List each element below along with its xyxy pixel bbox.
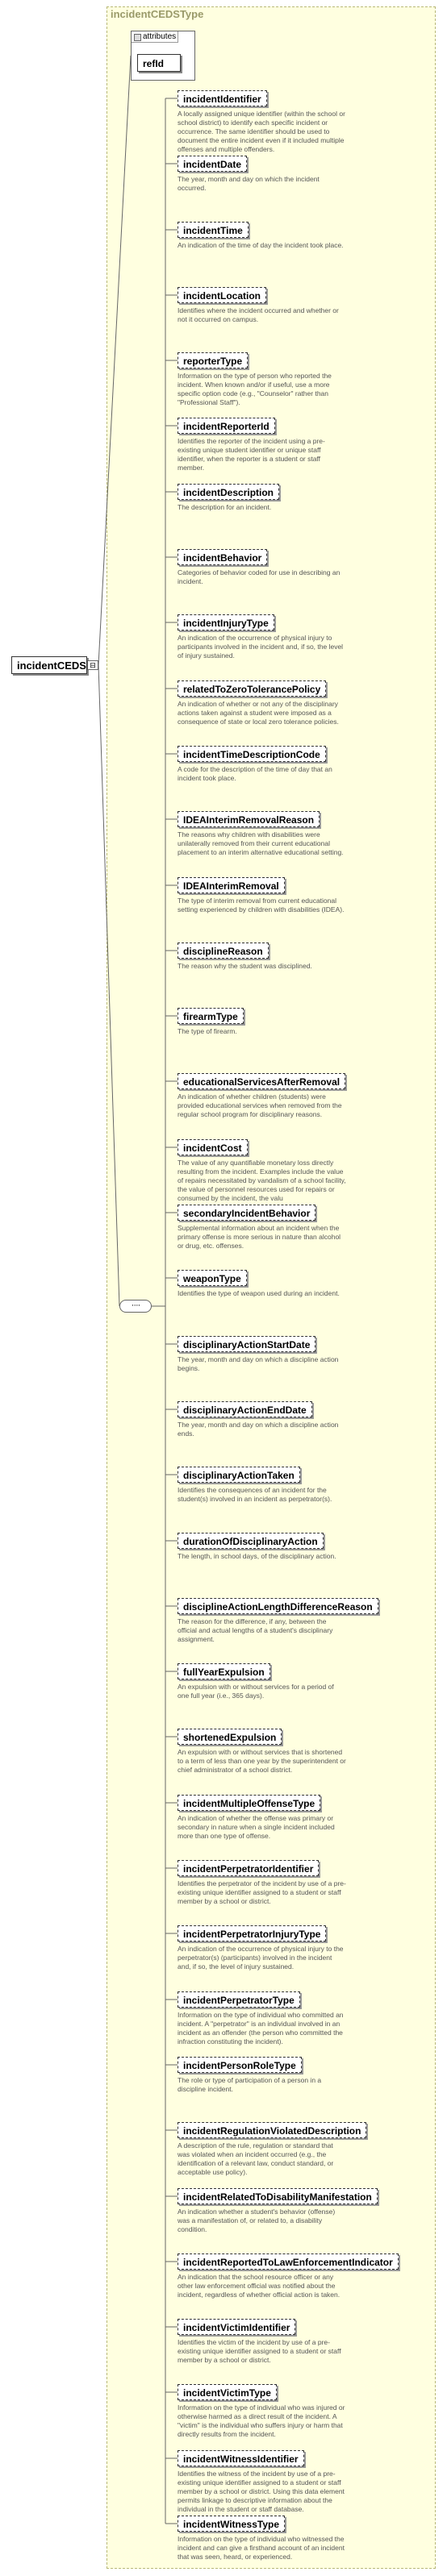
element-name: incidentPerpetratorInjuryType bbox=[183, 1929, 321, 1940]
element-name: incidentTime bbox=[183, 225, 243, 236]
element-documentation: A description of the rule, regulation or standard that was violated when an incident occurred (e.g., the identification of a relevant law, conduct standard, or acceptable use policy). bbox=[178, 2141, 334, 2176]
element-documentation: The value of any quantifiable monetary loss directly resulting from the incident. Examples include the value of repairs necessitated by vandalism of a school facility, the value of personnel resources used for repairs or consumed by the incident, the valu bbox=[178, 1159, 346, 1202]
element-32[interactable] bbox=[178, 2188, 378, 2204]
element-name: disciplinaryActionTaken bbox=[183, 1470, 295, 1481]
element-documentation: An indication of the occurrence of physical injury to the perpetrator(s) (participants) involved in the incident and, if so, the level of injury sustained. bbox=[178, 1945, 344, 1970]
element-name: incidentDescription bbox=[183, 487, 274, 498]
element-4[interactable] bbox=[178, 352, 248, 368]
element-name: incidentPerpetratorIdentifier bbox=[183, 1863, 314, 1875]
element-name: fullYearExpulsion bbox=[183, 1667, 265, 1678]
element-37[interactable] bbox=[178, 2516, 285, 2532]
element-26[interactable] bbox=[178, 1795, 320, 1811]
element-documentation: An expulsion with or without services that is shortened to a term of less than one year by the superintendent or chief administrator of a school district. bbox=[178, 1748, 346, 1774]
element-7[interactable] bbox=[178, 549, 267, 565]
element-documentation: The reasons why children with disabilities were unilaterally removed from their current educational placement to an interim alternative educational setting. bbox=[178, 830, 344, 856]
element-documentation: Categories of behavior coded for use in describing an incident. bbox=[178, 568, 340, 585]
element-name: disciplineActionLengthDifferenceReason bbox=[183, 1601, 373, 1613]
element-33[interactable] bbox=[178, 2253, 399, 2270]
element-name: incidentVictimType bbox=[183, 2387, 271, 2399]
element-documentation: A code for the description of the time of day that an incident took place. bbox=[178, 765, 332, 782]
element-name: incidentReporterId bbox=[183, 421, 269, 432]
element-name: incidentLocation bbox=[183, 290, 261, 302]
element-name: incidentWitnessIdentifier bbox=[183, 2453, 299, 2465]
element-name: incidentRelatedToDisabilityManifestation bbox=[183, 2191, 372, 2203]
element-19[interactable] bbox=[178, 1336, 315, 1352]
element-documentation: The reason for the difference, if any, between the official and actual lengths of a student's disciplinary assignment. bbox=[178, 1617, 333, 1643]
element-documentation: The length, in school days, of the disciplinary action. bbox=[178, 1552, 336, 1560]
element-22[interactable] bbox=[178, 1533, 324, 1549]
element-name: IDEAInterimRemoval bbox=[183, 880, 279, 892]
element-name: incidentRegulationViolatedDescription bbox=[183, 2125, 361, 2137]
element-3[interactable] bbox=[178, 287, 266, 303]
element-documentation: Information on the type of individual who committed an incident. A "perpetrator" is an individual involved in an incident as an offender (the person who committed the infraction constituting the incident). bbox=[178, 2011, 344, 2045]
type-title: incidentCEDSType bbox=[111, 8, 204, 20]
element-8[interactable] bbox=[178, 614, 274, 630]
element-name: incidentIdentifier bbox=[183, 94, 261, 105]
attributes-label: attributes bbox=[132, 31, 178, 43]
element-36[interactable] bbox=[178, 2450, 304, 2466]
element-15[interactable] bbox=[178, 1073, 345, 1089]
element-name: incidentDate bbox=[183, 159, 242, 170]
root-connector-icon: ⊟ bbox=[87, 660, 98, 670]
element-documentation: The year, month and day on which a discipline action ends. bbox=[178, 1421, 339, 1438]
element-documentation: The type of firearm. bbox=[178, 1027, 237, 1035]
element-documentation: An indication of the occurrence of physical injury to participants involved in the incident and, if so, the level of injury sustained. bbox=[178, 634, 344, 660]
element-documentation: The description for an incident. bbox=[178, 503, 272, 511]
element-documentation: Identifies the witness of the incident by use of a pre-existing unique identifier assigned to a student or staff member by a school or district. Using this data element permits linkage to descriptive information about the individual in the student or staff database. bbox=[178, 2470, 345, 2513]
element-name: incidentMultipleOffenseType bbox=[183, 1798, 315, 1809]
element-6[interactable] bbox=[178, 484, 279, 500]
element-20[interactable] bbox=[178, 1401, 312, 1417]
element-name: incidentWitnessType bbox=[183, 2519, 280, 2530]
element-documentation: Identifies the type of weapon used during an incident. bbox=[178, 1289, 340, 1297]
element-name: reporterType bbox=[183, 356, 243, 367]
element-documentation: Identifies the reporter of the incident using a pre-existing unique student identifier or unique staff identifier, when the reporter is a student or staff member. bbox=[178, 437, 325, 472]
element-documentation: The type of interim removal from current educational setting experienced by children with disabilities (IDEA). bbox=[178, 897, 345, 913]
element-23[interactable] bbox=[178, 1598, 378, 1614]
element-14[interactable] bbox=[178, 1008, 244, 1024]
element-documentation: An indication of whether children (students) were provided educational services when removed from the regular school program for disciplinary reasons. bbox=[178, 1092, 342, 1118]
element-name: incidentCost bbox=[183, 1142, 242, 1154]
element-documentation: Identifies the consequences of an incident for the student(s) involved in an incident as perpetrator(s). bbox=[178, 1486, 332, 1503]
element-name: disciplinaryActionStartDate bbox=[183, 1339, 311, 1350]
element-documentation: Information on the type of individual who was injured or otherwise harmed as a direct result of the incident. A "victim" is the individual who suffers injury or harm that directly results from the incident. bbox=[178, 2403, 345, 2438]
element-name: durationOfDisciplinaryAction bbox=[183, 1536, 318, 1547]
element-5[interactable] bbox=[178, 418, 275, 434]
element-13[interactable] bbox=[178, 943, 269, 959]
element-35[interactable] bbox=[178, 2384, 277, 2400]
element-documentation: An indication whether a student's behavior (offense) was a manifestation of, or related to, a disability condition. bbox=[178, 2208, 336, 2233]
element-documentation: Identifies where the incident occurred and whether or not it occurred on campus. bbox=[178, 306, 339, 323]
element-name: incidentTimeDescriptionCode bbox=[183, 749, 320, 760]
element-documentation: The reason why the student was disciplined. bbox=[178, 962, 312, 970]
element-documentation: Information on the type of individual who witnessed the incident and can give a firsthand account of an incident that was seen, heard, or experienced. bbox=[178, 2535, 345, 2561]
element-name: weaponType bbox=[183, 1273, 241, 1284]
element-documentation: An indication that the school resource officer or any other law enforcement official was notified about the incident, regardless of whether official action is taken. bbox=[178, 2273, 340, 2299]
element-1[interactable] bbox=[178, 156, 247, 172]
element-name: educationalServicesAfterRemoval bbox=[183, 1076, 340, 1088]
element-documentation: An indication of whether or not any of the disciplinary actions taken against a student were imposed as a consequence of state or local zero tolerance policies. bbox=[178, 700, 339, 726]
element-16[interactable] bbox=[178, 1139, 248, 1155]
element-documentation: Identifies the perpetrator of the incident by use of a pre-existing unique identifier assigned to a student or staff member by a school or district. bbox=[178, 1879, 346, 1905]
element-name: shortenedExpulsion bbox=[183, 1732, 277, 1743]
element-documentation: The role or type of participation of a person in a discipline incident. bbox=[178, 2076, 322, 2093]
element-10[interactable] bbox=[178, 746, 326, 762]
element-25[interactable] bbox=[178, 1729, 282, 1745]
element-31[interactable] bbox=[178, 2122, 366, 2138]
element-29[interactable] bbox=[178, 1991, 300, 2008]
element-name: incidentPersonRoleType bbox=[183, 2060, 296, 2071]
element-documentation: Supplemental information about an incident when the primary offense is more serious in nature than alcohol or drug, etc. offenses. bbox=[178, 1224, 341, 1250]
element-documentation: A locally assigned unique identifier (within the school or school district) to identify each specific incident or occurrence. The same identifier should be used to document the entire incident even if it included multiple offenses and multiple offenders. bbox=[178, 110, 345, 153]
element-2[interactable] bbox=[178, 222, 249, 238]
element-documentation: The year, month and day on which the incident occurred. bbox=[178, 175, 320, 192]
element-documentation: Identifies the victim of the incident by use of a pre-existing unique identifier assigned to a student or staff member by a school or district. bbox=[178, 2338, 341, 2364]
element-name: relatedToZeroTolerancePolicy bbox=[183, 684, 321, 695]
element-name: incidentBehavior bbox=[183, 552, 262, 564]
sequence-compositor-icon: ···· bbox=[119, 1300, 152, 1313]
element-name: incidentReportedToLawEnforcementIndicator bbox=[183, 2257, 393, 2268]
element-11[interactable] bbox=[178, 811, 320, 827]
attribute-refid[interactable]: refId bbox=[137, 54, 181, 72]
root-element[interactable]: incidentCEDS bbox=[11, 656, 87, 674]
element-34[interactable] bbox=[178, 2319, 295, 2335]
element-21[interactable] bbox=[178, 1467, 300, 1483]
element-30[interactable] bbox=[178, 2057, 302, 2073]
element-name: disciplineReason bbox=[183, 946, 263, 957]
element-name: incidentVictimIdentifier bbox=[183, 2322, 290, 2333]
element-documentation: Information on the type of person who reported the incident. When known and/or if useful, use a more specific option code (e.g., "Counselor" rather than "Professional Staff"). bbox=[178, 372, 332, 406]
element-18[interactable] bbox=[178, 1270, 247, 1286]
element-name: secondaryIncidentBehavior bbox=[183, 1208, 311, 1219]
element-0[interactable] bbox=[178, 90, 267, 106]
element-name: firearmType bbox=[183, 1011, 238, 1022]
element-documentation: An indication of whether the offense was primary or secondary in nature when a single incident included more than one type of offense. bbox=[178, 1814, 335, 1840]
element-name: incidentInjuryType bbox=[183, 618, 269, 629]
element-12[interactable] bbox=[178, 877, 285, 893]
element-name: incidentPerpetratorType bbox=[183, 1995, 295, 2006]
element-documentation: An indication of the time of day the incident took place. bbox=[178, 241, 344, 249]
element-17[interactable] bbox=[178, 1205, 315, 1221]
element-28[interactable] bbox=[178, 1925, 326, 1941]
element-name: disciplinaryActionEndDate bbox=[183, 1405, 307, 1416]
element-name: IDEAInterimRemovalReason bbox=[183, 814, 315, 826]
element-documentation: The year, month and day on which a discipline action begins. bbox=[178, 1355, 339, 1372]
element-24[interactable] bbox=[178, 1663, 270, 1679]
element-documentation: An expulsion with or without services for a period of one full year (i.e., 365 days). bbox=[178, 1683, 334, 1700]
element-9[interactable] bbox=[178, 680, 326, 697]
element-27[interactable] bbox=[178, 1860, 319, 1876]
